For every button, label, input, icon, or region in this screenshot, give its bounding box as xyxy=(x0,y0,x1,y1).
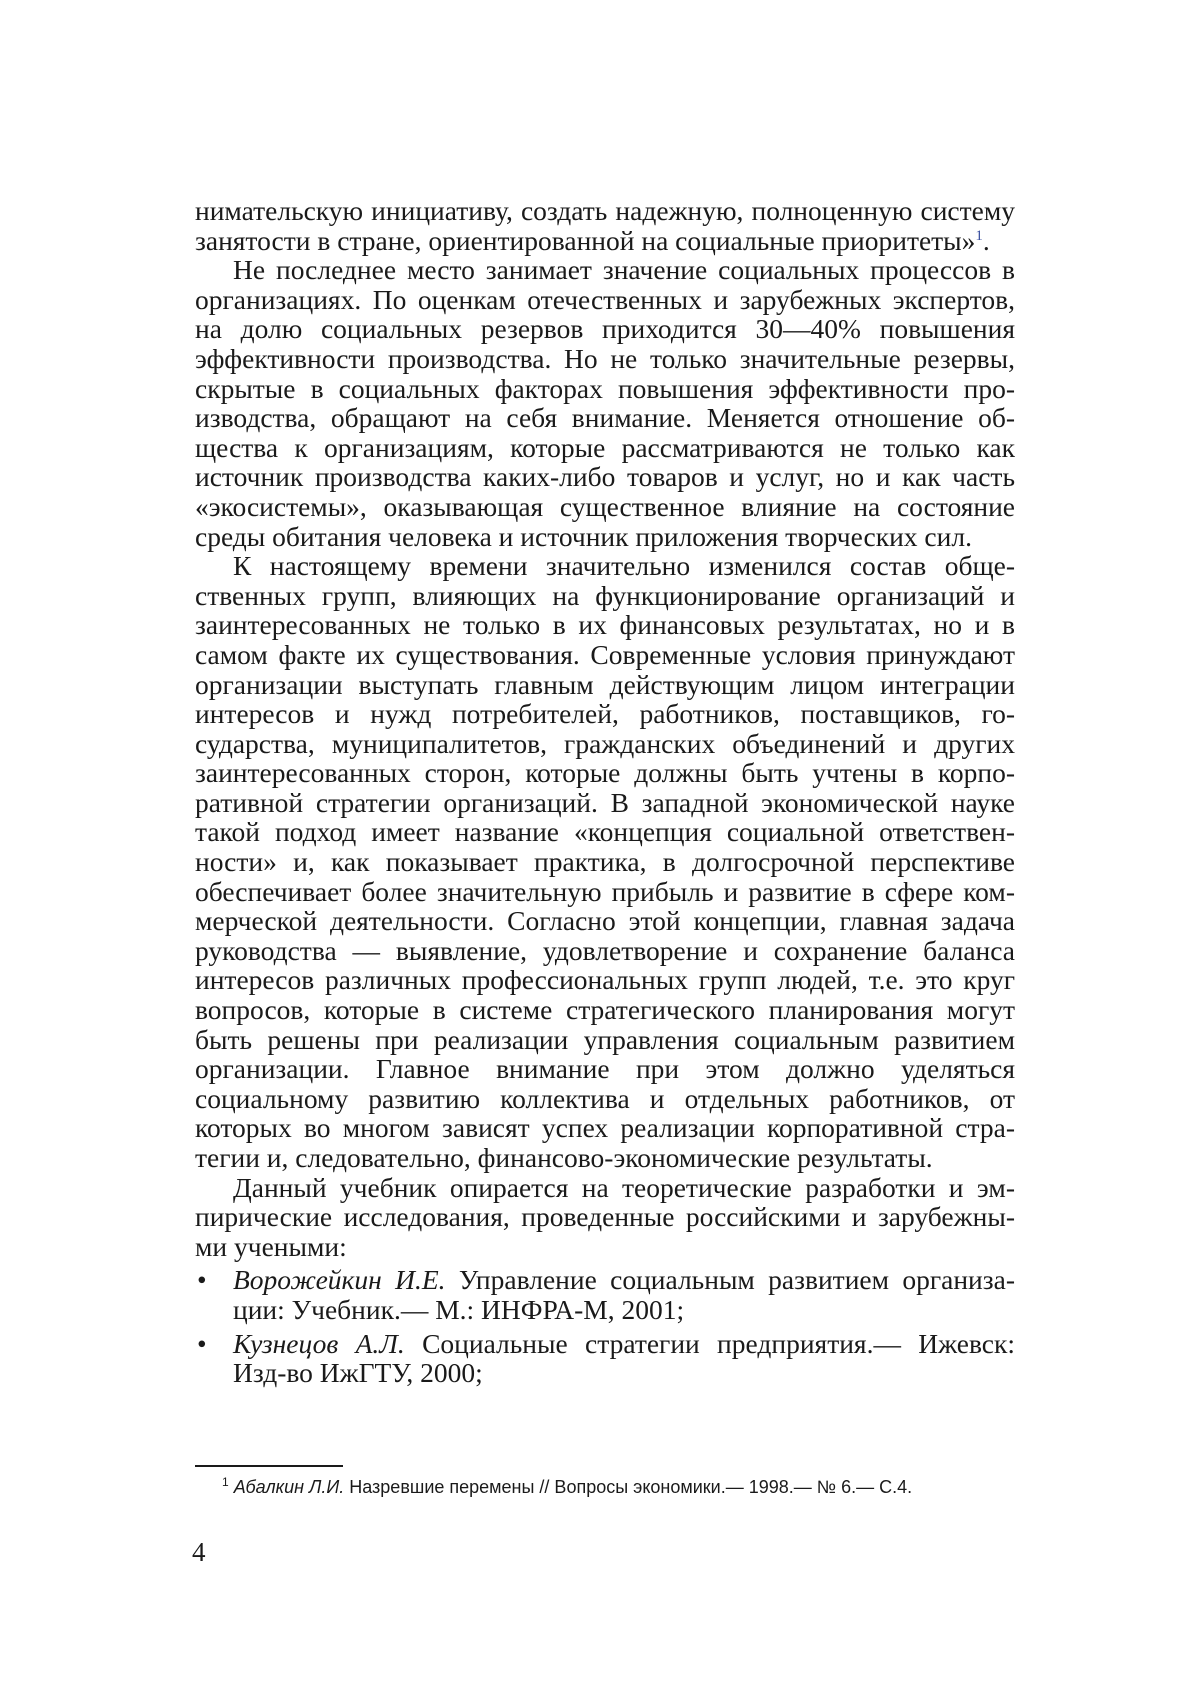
bullet-icon: • xyxy=(197,1327,207,1359)
footnote xyxy=(222,1476,1022,1498)
page-number: 4 xyxy=(192,1537,206,1567)
page-body xyxy=(195,196,1015,1388)
source-author: Ворожейкин И.Е. xyxy=(233,1264,446,1296)
paragraph-text: нимательскую инициативу, создать надежную, полноценную систему занятости в стране, ориентированной на социальные приоритеты» xyxy=(195,195,1015,256)
paragraph-textbook-basis: Данный учебник опирается на теоретические разработки и эмпирические исследования, проведенные российскими и зарубежными учеными: xyxy=(195,1171,1015,1262)
source-author: Кузнецов А.Л. xyxy=(233,1327,405,1359)
footnote-reference[interactable]: 1 xyxy=(975,227,983,244)
footnote-divider xyxy=(195,1465,343,1467)
paragraph-continuation: нимательскую инициативу, создать надежную, полноценную систему занятости в стране, ориентированной на социальные приоритеты»$^1$. xyxy=(195,195,1015,256)
sources-list xyxy=(195,1265,1015,1387)
paragraph-social-processes: Не последнее место занимает значение социальных процессов в организациях. По оценкам отечественных и зарубежных экспертов, на долю социальных резервов приходится 30—40% повышения эффективности производства. Но не только значительные резервы, скрытые в социальных факторах повышения эффективности производства, обращают на себя внимание. Меняется отношение общества к организациям, которые рассматриваются не только как источник производства каких-либо товаров и услуг, но и как часть «экосистемы», оказывающая существенное влияние на состояние среды обитания человека и источник приложения творческих сил. xyxy=(195,254,1015,552)
list-item xyxy=(195,1329,1015,1388)
source-title: Управление социальным развитием организации: Учебник.— М.: ИНФРА-М, 2001; xyxy=(233,1264,1016,1325)
footnote-number: 1 xyxy=(222,1475,229,1489)
paragraph-social-responsibility: К настоящему времени значительно изменился состав общественных групп, влияющих на функционирование организаций и заинтересованных не только в их финансовых результатах, но и в самом факте их существования. Современные условия принуждают организации выступать главным действующим лицом интеграции интересов и нужд потребителей, работников, поставщиков, государства, муниципалитетов, гражданских объединений и других заинтересованных сторон, которые должны быть учтены в корпоративной стратегии организаций. В западной экономической науке такой подход имеет название «концепция социальной ответственности» и, как показывает практика, в долгосрочной перспективе обеспечивает более значительную прибыль и развитие в сфере коммерческой деятельности. Согласно этой концепции, главная задача руководства — выявление, удовлетворение и сохранение баланса интересов различных профессиональных групп людей, т.е. это круг вопросов, которые в системе стратегического планирования могут быть решены при реализации управления социальным развитием организации. Главное внимание при этом должно уделяться социальному развитию коллектива и отдельных работников, от которых во многом зависят успех реализации корпоративной стратегии и, следовательно, финансово-экономические результаты. xyxy=(195,550,1015,1173)
bullet-icon: • xyxy=(197,1264,207,1296)
source-title: Социальные стратегии предприятия.— Ижевск: Изд-во ИжГТУ, 2000; xyxy=(233,1327,1015,1389)
footnote-text: Назревшие перемены // Вопросы экономики.— 1998.— № 6.— С.4. xyxy=(344,1477,913,1497)
footnote-author: Абалкин Л.И. xyxy=(233,1477,345,1497)
list-item xyxy=(195,1265,1015,1324)
